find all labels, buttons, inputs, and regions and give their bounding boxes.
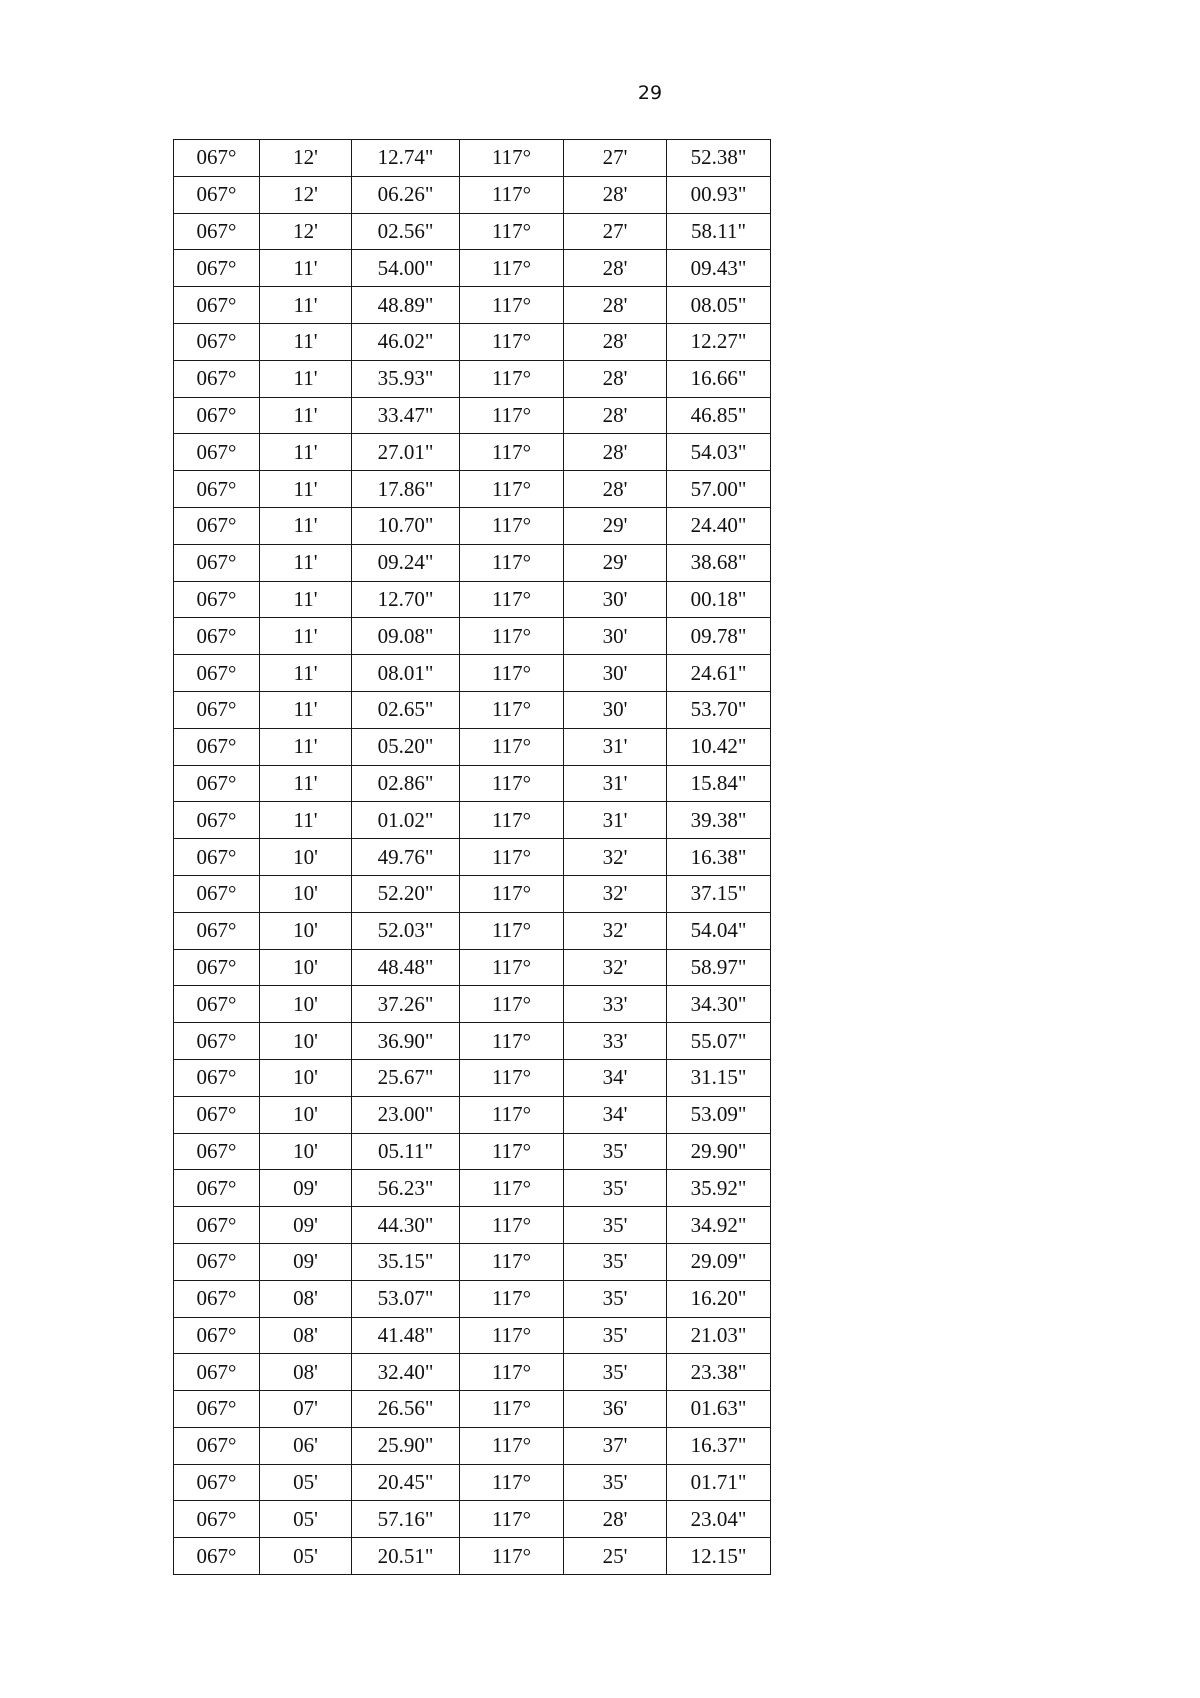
lat-degrees-cell: 067°	[174, 323, 260, 360]
lon-minutes-cell: 28'	[564, 287, 667, 324]
lon-minutes-cell: 30'	[564, 618, 667, 655]
lon-seconds-cell: 57.00"	[667, 471, 771, 508]
lon-seconds-cell: 54.04"	[667, 912, 771, 949]
lat-degrees-cell: 067°	[174, 1059, 260, 1096]
lat-minutes-cell: 08'	[260, 1354, 352, 1391]
lat-minutes-cell: 05'	[260, 1501, 352, 1538]
table-row	[174, 1243, 771, 1280]
lat-degrees-cell: 067°	[174, 839, 260, 876]
lon-seconds-cell: 10.42"	[667, 728, 771, 765]
lat-degrees-cell: 067°	[174, 581, 260, 618]
lat-degrees-cell: 067°	[174, 986, 260, 1023]
lon-degrees-cell: 117°	[460, 287, 564, 324]
lon-degrees-cell: 117°	[460, 986, 564, 1023]
lon-minutes-cell: 30'	[564, 691, 667, 728]
table-row	[174, 1023, 771, 1060]
lat-seconds-cell: 01.02"	[352, 802, 460, 839]
lat-degrees-cell: 067°	[174, 912, 260, 949]
lat-degrees-cell: 067°	[174, 1023, 260, 1060]
lat-seconds-cell: 08.01"	[352, 655, 460, 692]
lat-degrees-cell: 067°	[174, 949, 260, 986]
lon-minutes-cell: 25'	[564, 1538, 667, 1575]
lat-minutes-cell: 09'	[260, 1207, 352, 1244]
lat-degrees-cell: 067°	[174, 802, 260, 839]
lon-degrees-cell: 117°	[460, 1538, 564, 1575]
lon-seconds-cell: 29.09"	[667, 1243, 771, 1280]
table-row	[174, 507, 771, 544]
table-row	[174, 176, 771, 213]
lon-minutes-cell: 33'	[564, 1023, 667, 1060]
lat-degrees-cell: 067°	[174, 1280, 260, 1317]
lat-degrees-cell: 067°	[174, 250, 260, 287]
lon-degrees-cell: 117°	[460, 1023, 564, 1060]
lon-degrees-cell: 117°	[460, 949, 564, 986]
lat-seconds-cell: 57.16"	[352, 1501, 460, 1538]
table-row	[174, 839, 771, 876]
lon-degrees-cell: 117°	[460, 213, 564, 250]
lat-minutes-cell: 11'	[260, 728, 352, 765]
coordinates-table	[173, 139, 771, 1575]
lon-degrees-cell: 117°	[460, 1207, 564, 1244]
lat-degrees-cell: 067°	[174, 213, 260, 250]
lat-seconds-cell: 05.20"	[352, 728, 460, 765]
lon-seconds-cell: 16.20"	[667, 1280, 771, 1317]
table-row	[174, 1059, 771, 1096]
lon-minutes-cell: 32'	[564, 949, 667, 986]
lat-seconds-cell: 20.45"	[352, 1464, 460, 1501]
lon-degrees-cell: 117°	[460, 323, 564, 360]
lon-minutes-cell: 28'	[564, 360, 667, 397]
table-row	[174, 287, 771, 324]
lon-seconds-cell: 58.97"	[667, 949, 771, 986]
lon-seconds-cell: 54.03"	[667, 434, 771, 471]
lat-minutes-cell: 11'	[260, 618, 352, 655]
lon-seconds-cell: 00.18"	[667, 581, 771, 618]
lon-degrees-cell: 117°	[460, 1280, 564, 1317]
lon-seconds-cell: 53.70"	[667, 691, 771, 728]
lon-seconds-cell: 23.04"	[667, 1501, 771, 1538]
lon-seconds-cell: 38.68"	[667, 544, 771, 581]
lon-degrees-cell: 117°	[460, 507, 564, 544]
lat-minutes-cell: 11'	[260, 544, 352, 581]
lon-seconds-cell: 52.38"	[667, 140, 771, 177]
lat-minutes-cell: 12'	[260, 213, 352, 250]
lat-degrees-cell: 067°	[174, 1464, 260, 1501]
lat-seconds-cell: 05.11"	[352, 1133, 460, 1170]
lon-minutes-cell: 30'	[564, 581, 667, 618]
table-row	[174, 1170, 771, 1207]
table-row	[174, 728, 771, 765]
lat-seconds-cell: 56.23"	[352, 1170, 460, 1207]
lat-seconds-cell: 06.26"	[352, 176, 460, 213]
lat-degrees-cell: 067°	[174, 434, 260, 471]
lat-degrees-cell: 067°	[174, 1170, 260, 1207]
lon-minutes-cell: 28'	[564, 397, 667, 434]
table-row	[174, 323, 771, 360]
lon-minutes-cell: 34'	[564, 1059, 667, 1096]
coordinates-table-body	[174, 140, 771, 1575]
lon-degrees-cell: 117°	[460, 544, 564, 581]
lat-minutes-cell: 10'	[260, 1096, 352, 1133]
lon-seconds-cell: 31.15"	[667, 1059, 771, 1096]
lat-degrees-cell: 067°	[174, 728, 260, 765]
lon-seconds-cell: 09.43"	[667, 250, 771, 287]
lat-seconds-cell: 17.86"	[352, 471, 460, 508]
lat-minutes-cell: 11'	[260, 802, 352, 839]
lon-seconds-cell: 39.38"	[667, 802, 771, 839]
lon-minutes-cell: 34'	[564, 1096, 667, 1133]
lat-seconds-cell: 53.07"	[352, 1280, 460, 1317]
lat-degrees-cell: 067°	[174, 360, 260, 397]
lon-degrees-cell: 117°	[460, 1170, 564, 1207]
lat-minutes-cell: 11'	[260, 250, 352, 287]
lat-seconds-cell: 10.70"	[352, 507, 460, 544]
table-row	[174, 1391, 771, 1428]
lat-seconds-cell: 20.51"	[352, 1538, 460, 1575]
table-row	[174, 765, 771, 802]
table-row	[174, 1133, 771, 1170]
lat-seconds-cell: 35.15"	[352, 1243, 460, 1280]
lon-degrees-cell: 117°	[460, 691, 564, 728]
lon-minutes-cell: 31'	[564, 765, 667, 802]
lat-minutes-cell: 05'	[260, 1464, 352, 1501]
lat-degrees-cell: 067°	[174, 765, 260, 802]
lon-minutes-cell: 28'	[564, 250, 667, 287]
lon-degrees-cell: 117°	[460, 618, 564, 655]
lat-minutes-cell: 11'	[260, 765, 352, 802]
table-row	[174, 544, 771, 581]
lat-seconds-cell: 44.30"	[352, 1207, 460, 1244]
lon-minutes-cell: 35'	[564, 1280, 667, 1317]
lon-minutes-cell: 35'	[564, 1170, 667, 1207]
lat-degrees-cell: 067°	[174, 618, 260, 655]
lat-degrees-cell: 067°	[174, 1391, 260, 1428]
table-row	[174, 1207, 771, 1244]
lon-degrees-cell: 117°	[460, 581, 564, 618]
table-row	[174, 986, 771, 1023]
lon-degrees-cell: 117°	[460, 1096, 564, 1133]
table-row	[174, 655, 771, 692]
lat-degrees-cell: 067°	[174, 875, 260, 912]
lon-seconds-cell: 35.92"	[667, 1170, 771, 1207]
lat-seconds-cell: 48.48"	[352, 949, 460, 986]
lon-seconds-cell: 24.61"	[667, 655, 771, 692]
lat-minutes-cell: 09'	[260, 1170, 352, 1207]
lon-minutes-cell: 35'	[564, 1317, 667, 1354]
lon-degrees-cell: 117°	[460, 176, 564, 213]
lat-minutes-cell: 11'	[260, 287, 352, 324]
lon-minutes-cell: 30'	[564, 655, 667, 692]
lon-seconds-cell: 58.11"	[667, 213, 771, 250]
lon-degrees-cell: 117°	[460, 1501, 564, 1538]
lat-seconds-cell: 52.03"	[352, 912, 460, 949]
lon-seconds-cell: 34.92"	[667, 1207, 771, 1244]
lon-degrees-cell: 117°	[460, 1391, 564, 1428]
lat-seconds-cell: 49.76"	[352, 839, 460, 876]
lon-degrees-cell: 117°	[460, 1059, 564, 1096]
table-row	[174, 875, 771, 912]
lat-seconds-cell: 09.08"	[352, 618, 460, 655]
lat-degrees-cell: 067°	[174, 397, 260, 434]
lon-degrees-cell: 117°	[460, 1133, 564, 1170]
table-row	[174, 1501, 771, 1538]
lat-seconds-cell: 02.56"	[352, 213, 460, 250]
lat-minutes-cell: 11'	[260, 434, 352, 471]
lat-seconds-cell: 41.48"	[352, 1317, 460, 1354]
lat-seconds-cell: 25.67"	[352, 1059, 460, 1096]
lat-minutes-cell: 11'	[260, 581, 352, 618]
table-row	[174, 1280, 771, 1317]
lon-seconds-cell: 34.30"	[667, 986, 771, 1023]
lat-degrees-cell: 067°	[174, 1538, 260, 1575]
lon-minutes-cell: 28'	[564, 1501, 667, 1538]
lon-seconds-cell: 46.85"	[667, 397, 771, 434]
lat-seconds-cell: 46.02"	[352, 323, 460, 360]
table-row	[174, 581, 771, 618]
lat-seconds-cell: 35.93"	[352, 360, 460, 397]
lon-degrees-cell: 117°	[460, 875, 564, 912]
lon-degrees-cell: 117°	[460, 471, 564, 508]
lat-minutes-cell: 08'	[260, 1317, 352, 1354]
table-row	[174, 140, 771, 177]
lon-minutes-cell: 35'	[564, 1133, 667, 1170]
lat-degrees-cell: 067°	[174, 1427, 260, 1464]
lon-minutes-cell: 29'	[564, 507, 667, 544]
table-row	[174, 1427, 771, 1464]
lat-seconds-cell: 12.70"	[352, 581, 460, 618]
table-row	[174, 1464, 771, 1501]
lon-degrees-cell: 117°	[460, 1427, 564, 1464]
lon-seconds-cell: 09.78"	[667, 618, 771, 655]
lon-seconds-cell: 37.15"	[667, 875, 771, 912]
lon-minutes-cell: 29'	[564, 544, 667, 581]
lat-degrees-cell: 067°	[174, 176, 260, 213]
table-row	[174, 1317, 771, 1354]
lon-minutes-cell: 27'	[564, 213, 667, 250]
table-row	[174, 250, 771, 287]
lat-minutes-cell: 10'	[260, 1023, 352, 1060]
lon-seconds-cell: 29.90"	[667, 1133, 771, 1170]
lat-minutes-cell: 06'	[260, 1427, 352, 1464]
lon-seconds-cell: 24.40"	[667, 507, 771, 544]
lon-degrees-cell: 117°	[460, 655, 564, 692]
lat-seconds-cell: 09.24"	[352, 544, 460, 581]
table-row	[174, 802, 771, 839]
lat-degrees-cell: 067°	[174, 507, 260, 544]
lat-minutes-cell: 11'	[260, 360, 352, 397]
lon-minutes-cell: 28'	[564, 323, 667, 360]
lon-degrees-cell: 117°	[460, 839, 564, 876]
lat-seconds-cell: 25.90"	[352, 1427, 460, 1464]
lon-minutes-cell: 28'	[564, 471, 667, 508]
lat-minutes-cell: 12'	[260, 140, 352, 177]
lat-minutes-cell: 09'	[260, 1243, 352, 1280]
lon-seconds-cell: 00.93"	[667, 176, 771, 213]
lon-seconds-cell: 55.07"	[667, 1023, 771, 1060]
lon-seconds-cell: 12.27"	[667, 323, 771, 360]
lat-minutes-cell: 08'	[260, 1280, 352, 1317]
lon-minutes-cell: 31'	[564, 802, 667, 839]
table-row	[174, 1096, 771, 1133]
lat-seconds-cell: 36.90"	[352, 1023, 460, 1060]
lon-minutes-cell: 28'	[564, 176, 667, 213]
lat-seconds-cell: 52.20"	[352, 875, 460, 912]
lat-seconds-cell: 32.40"	[352, 1354, 460, 1391]
lon-seconds-cell: 23.38"	[667, 1354, 771, 1391]
lon-degrees-cell: 117°	[460, 765, 564, 802]
table-row	[174, 949, 771, 986]
lon-minutes-cell: 35'	[564, 1207, 667, 1244]
lat-degrees-cell: 067°	[174, 287, 260, 324]
lon-degrees-cell: 117°	[460, 1354, 564, 1391]
lon-seconds-cell: 12.15"	[667, 1538, 771, 1575]
table-row	[174, 434, 771, 471]
lat-degrees-cell: 067°	[174, 691, 260, 728]
page-number: 29	[637, 82, 663, 104]
lat-seconds-cell: 37.26"	[352, 986, 460, 1023]
lat-degrees-cell: 067°	[174, 1096, 260, 1133]
table-row	[174, 471, 771, 508]
lon-degrees-cell: 117°	[460, 912, 564, 949]
lon-minutes-cell: 32'	[564, 839, 667, 876]
lon-minutes-cell: 28'	[564, 434, 667, 471]
lat-minutes-cell: 10'	[260, 912, 352, 949]
lat-minutes-cell: 07'	[260, 1391, 352, 1428]
lon-seconds-cell: 16.37"	[667, 1427, 771, 1464]
lon-degrees-cell: 117°	[460, 1317, 564, 1354]
lat-minutes-cell: 05'	[260, 1538, 352, 1575]
lat-minutes-cell: 10'	[260, 986, 352, 1023]
lon-seconds-cell: 53.09"	[667, 1096, 771, 1133]
lon-minutes-cell: 35'	[564, 1464, 667, 1501]
table-row	[174, 1538, 771, 1575]
lat-degrees-cell: 067°	[174, 1133, 260, 1170]
lon-degrees-cell: 117°	[460, 1243, 564, 1280]
lon-degrees-cell: 117°	[460, 434, 564, 471]
lon-seconds-cell: 08.05"	[667, 287, 771, 324]
lat-minutes-cell: 10'	[260, 839, 352, 876]
lat-minutes-cell: 10'	[260, 875, 352, 912]
lat-degrees-cell: 067°	[174, 140, 260, 177]
lat-seconds-cell: 02.65"	[352, 691, 460, 728]
lat-minutes-cell: 10'	[260, 949, 352, 986]
lat-seconds-cell: 27.01"	[352, 434, 460, 471]
lon-minutes-cell: 32'	[564, 875, 667, 912]
lon-degrees-cell: 117°	[460, 140, 564, 177]
lat-seconds-cell: 02.86"	[352, 765, 460, 802]
table-row	[174, 691, 771, 728]
lat-minutes-cell: 10'	[260, 1059, 352, 1096]
lat-degrees-cell: 067°	[174, 1317, 260, 1354]
lon-degrees-cell: 117°	[460, 360, 564, 397]
lon-minutes-cell: 33'	[564, 986, 667, 1023]
lon-degrees-cell: 117°	[460, 728, 564, 765]
lon-seconds-cell: 16.38"	[667, 839, 771, 876]
lon-seconds-cell: 01.63"	[667, 1391, 771, 1428]
lon-minutes-cell: 35'	[564, 1243, 667, 1280]
lon-degrees-cell: 117°	[460, 250, 564, 287]
lon-seconds-cell: 15.84"	[667, 765, 771, 802]
lat-minutes-cell: 11'	[260, 691, 352, 728]
lon-minutes-cell: 32'	[564, 912, 667, 949]
lon-minutes-cell: 31'	[564, 728, 667, 765]
lat-seconds-cell: 26.56"	[352, 1391, 460, 1428]
table-row	[174, 1354, 771, 1391]
lat-degrees-cell: 067°	[174, 655, 260, 692]
lon-minutes-cell: 36'	[564, 1391, 667, 1428]
lon-minutes-cell: 27'	[564, 140, 667, 177]
lon-minutes-cell: 35'	[564, 1354, 667, 1391]
lat-minutes-cell: 11'	[260, 397, 352, 434]
table-row	[174, 360, 771, 397]
lon-seconds-cell: 16.66"	[667, 360, 771, 397]
table-row	[174, 397, 771, 434]
lat-minutes-cell: 10'	[260, 1133, 352, 1170]
lat-seconds-cell: 48.89"	[352, 287, 460, 324]
lon-degrees-cell: 117°	[460, 1464, 564, 1501]
lat-minutes-cell: 11'	[260, 323, 352, 360]
lat-minutes-cell: 11'	[260, 471, 352, 508]
table-row	[174, 213, 771, 250]
lat-degrees-cell: 067°	[174, 1207, 260, 1244]
lon-seconds-cell: 21.03"	[667, 1317, 771, 1354]
lat-degrees-cell: 067°	[174, 1243, 260, 1280]
lat-seconds-cell: 12.74"	[352, 140, 460, 177]
lat-degrees-cell: 067°	[174, 471, 260, 508]
lat-minutes-cell: 11'	[260, 655, 352, 692]
lat-seconds-cell: 54.00"	[352, 250, 460, 287]
lat-degrees-cell: 067°	[174, 544, 260, 581]
lon-minutes-cell: 37'	[564, 1427, 667, 1464]
lon-seconds-cell: 01.71"	[667, 1464, 771, 1501]
lon-degrees-cell: 117°	[460, 397, 564, 434]
lat-degrees-cell: 067°	[174, 1501, 260, 1538]
lat-seconds-cell: 23.00"	[352, 1096, 460, 1133]
lat-minutes-cell: 12'	[260, 176, 352, 213]
lon-degrees-cell: 117°	[460, 802, 564, 839]
table-row	[174, 618, 771, 655]
lat-seconds-cell: 33.47"	[352, 397, 460, 434]
lat-minutes-cell: 11'	[260, 507, 352, 544]
table-row	[174, 912, 771, 949]
lat-degrees-cell: 067°	[174, 1354, 260, 1391]
